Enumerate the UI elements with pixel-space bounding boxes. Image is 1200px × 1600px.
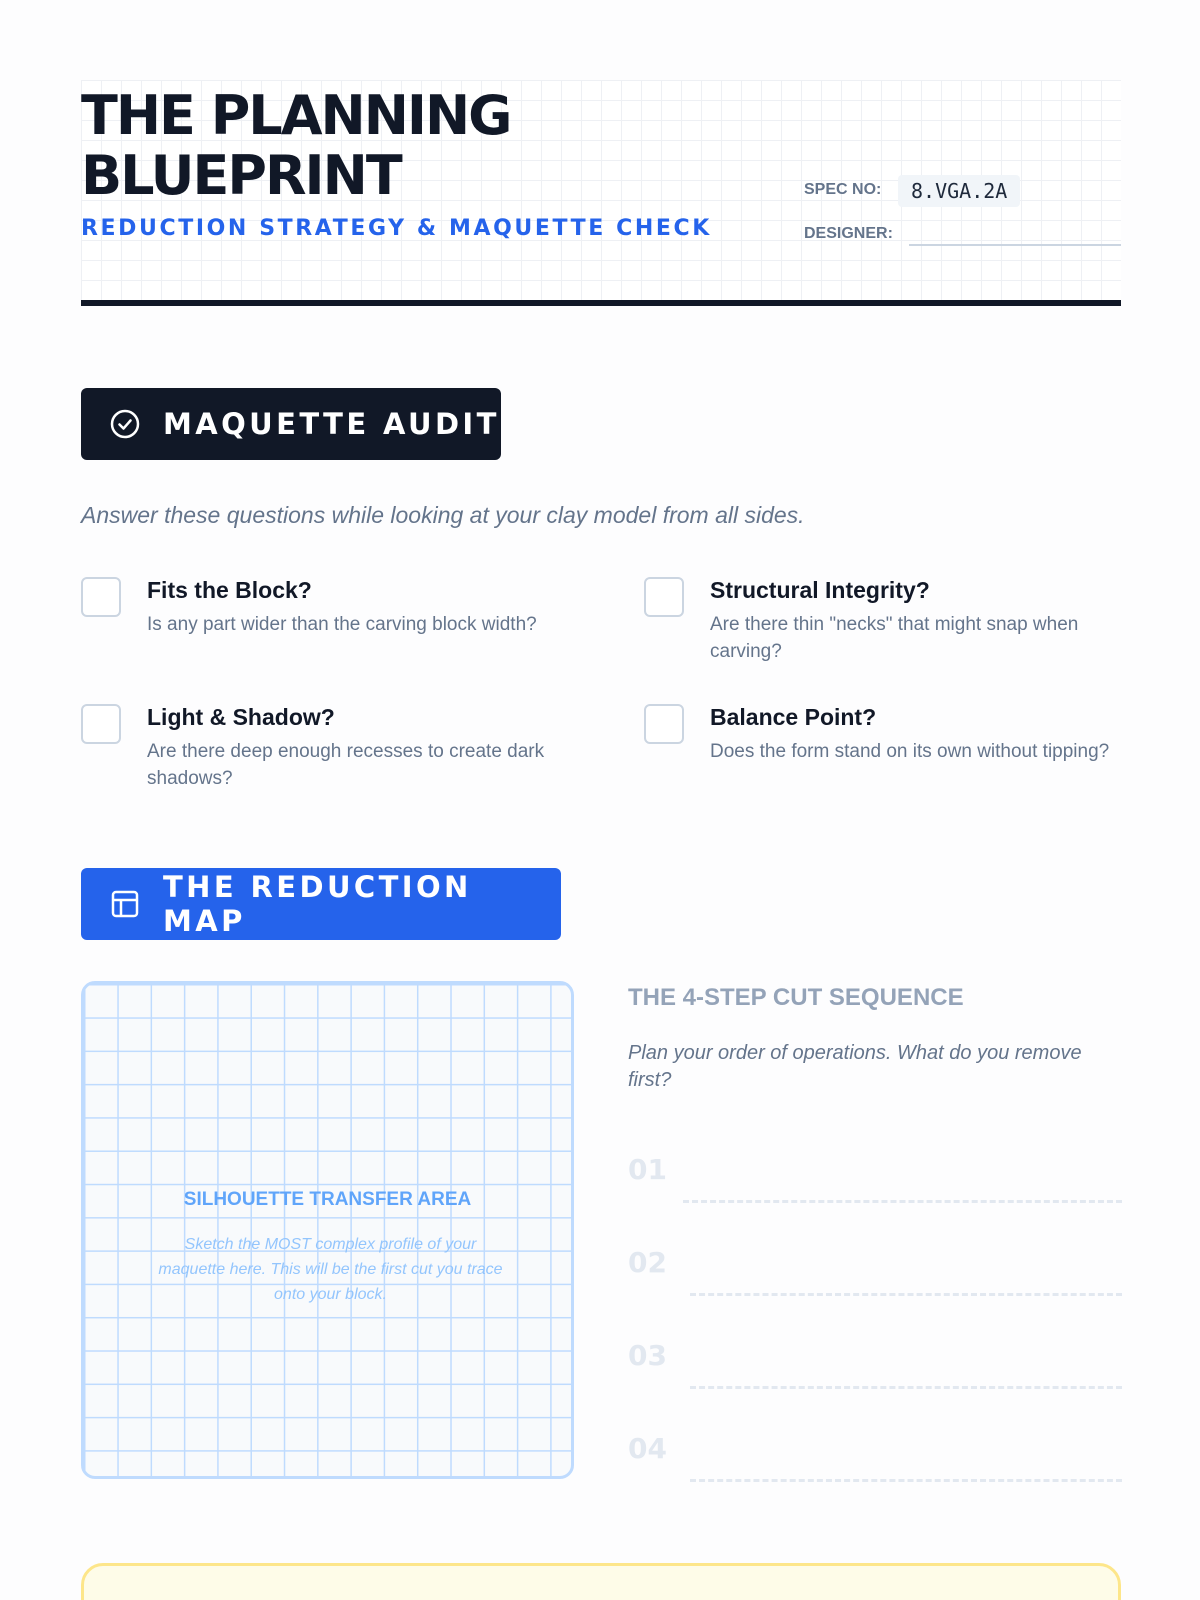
transfer-area-description: Sketch the MOST complex profile of your maquette here. This will be the first cut you trace onto your block.	[158, 1236, 503, 1303]
cut-sequence-description: Plan your order of operations. What do you remove first?	[628, 1042, 1082, 1091]
step-input-line[interactable]	[690, 1479, 1122, 1482]
step-number: 01	[628, 1153, 667, 1186]
header-panel	[81, 80, 1121, 306]
page-title-line-2: BLUEPRINT	[81, 144, 401, 207]
checklist-item-title: Structural Integrity?	[710, 577, 930, 603]
check-circle-icon	[109, 408, 141, 440]
checklist-item-description: Are there thin "necks" that might snap when carving?	[710, 614, 1079, 662]
cut-step	[628, 1246, 1122, 1296]
step-input-line[interactable]	[690, 1293, 1122, 1296]
silhouette-transfer-area[interactable]	[81, 981, 574, 1479]
section-title: MAQUETTE AUDIT	[163, 407, 500, 441]
checklist-item[interactable]	[81, 577, 561, 677]
checklist-item-description: Is any part wider than the carving block width?	[147, 614, 537, 635]
checklist-item[interactable]	[644, 704, 1124, 804]
checklist-item-title: Balance Point?	[710, 704, 877, 730]
section-header-maquette-audit	[81, 388, 501, 460]
cut-step	[628, 1432, 1122, 1482]
step-input-line[interactable]	[683, 1200, 1122, 1203]
transfer-area-label: SILHOUETTE TRANSFER AREA	[183, 1189, 472, 1210]
checklist-item[interactable]	[644, 577, 1124, 677]
checkbox[interactable]	[81, 704, 121, 744]
page-subtitle: REDUCTION STRATEGY & MAQUETTE CHECK	[81, 216, 712, 241]
checklist-item[interactable]	[81, 704, 561, 804]
checklist-item-title: Light & Shadow?	[147, 704, 335, 730]
cut-step	[628, 1153, 1122, 1203]
spec-value: 8.VGA.2A	[898, 175, 1020, 207]
section-header-reduction-map	[81, 868, 561, 940]
step-input-line[interactable]	[690, 1386, 1122, 1389]
layout-icon	[109, 888, 141, 920]
designer-field[interactable]	[909, 244, 1121, 246]
checkbox[interactable]	[644, 577, 684, 617]
spec-label: SPEC NO:	[804, 181, 882, 198]
checklist-item-description: Are there deep enough recesses to create dark shadows?	[147, 741, 545, 789]
page-title	[81, 86, 511, 206]
step-number: 04	[628, 1432, 667, 1465]
section-title: THE REDUCTION MAP	[163, 870, 472, 938]
checklist-item-description: Does the form stand on its own without tipping?	[710, 741, 1110, 762]
step-number: 03	[628, 1339, 667, 1372]
page-title-line-1: THE PLANNING	[81, 84, 511, 147]
checkbox[interactable]	[81, 577, 121, 617]
note-box	[81, 1563, 1121, 1600]
designer-label: DESIGNER:	[804, 225, 893, 242]
cut-step	[628, 1339, 1122, 1389]
cut-sequence-heading: THE 4-STEP CUT SEQUENCE	[628, 984, 964, 1011]
checkbox[interactable]	[644, 704, 684, 744]
audit-instruction: Answer these questions while looking at your clay model from all sides.	[81, 502, 805, 528]
checklist-item-title: Fits the Block?	[147, 577, 312, 603]
step-number: 02	[628, 1246, 667, 1279]
